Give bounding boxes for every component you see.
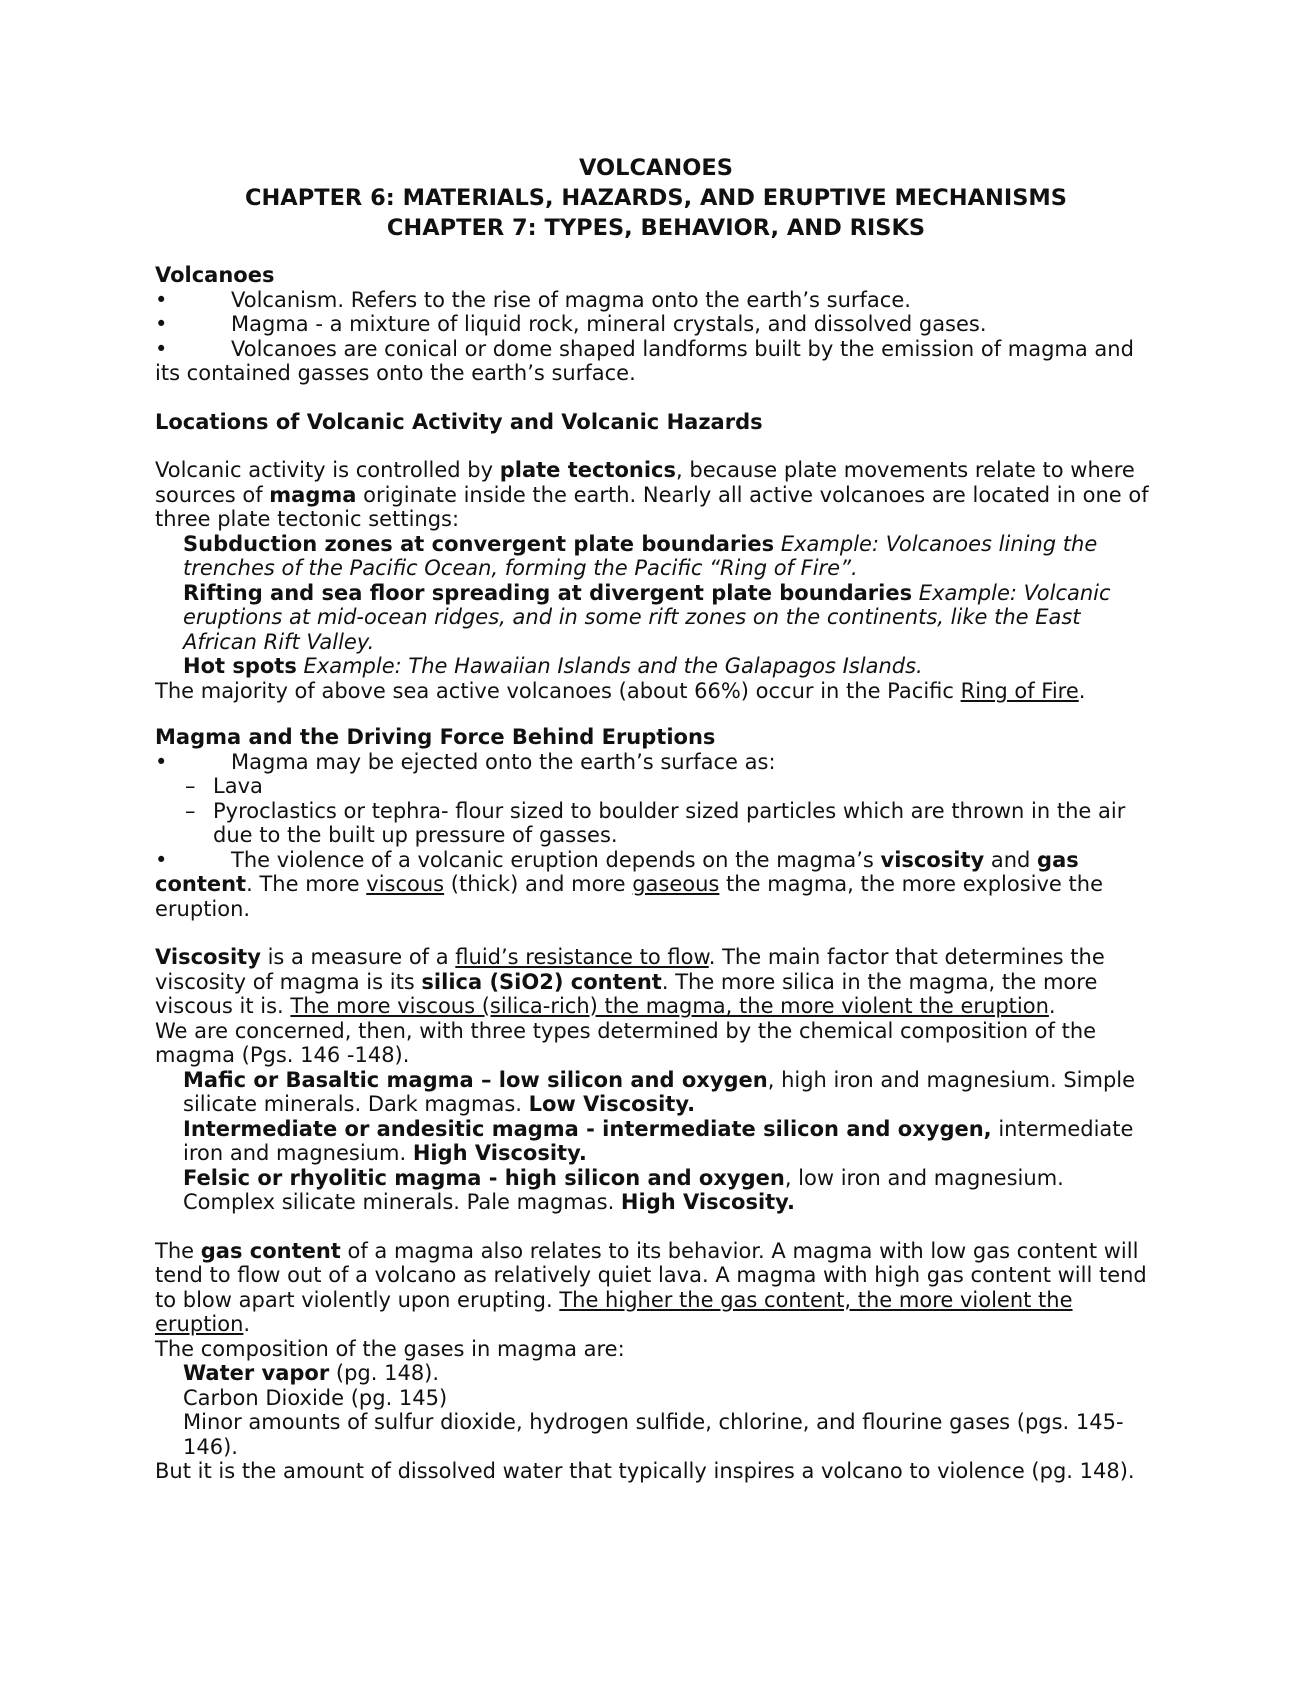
magma-type-felsic: Felsic or rhyolitic magma - high silicon and oxygen, low iron and magnesium. Complex silicate minerals. Pale magmas. High Viscosity. (183, 1165, 1064, 1214)
bullet-icon: • (155, 312, 168, 336)
magma-type-mafic: Mafic or Basaltic magma – low silicon and oxygen, high iron and magnesium. Simple silicate minerals. Dark magmas. Low Viscosity. (183, 1067, 1136, 1116)
section-heading-volcanoes: Volcanoes (155, 263, 275, 287)
plate-tectonics-paragraph: Volcanic activity is controlled by plate tectonics, because plate movements relate to where sources of magma originate inside the earth. Nearly all active volcanoes are located in one of three plate tectonic settings: (155, 458, 1149, 531)
bullet-magma: • Magma - a mixture of liquid rock, mineral crystals, and dissolved gases. (155, 312, 987, 336)
document-page (155, 153, 1157, 1484)
bullet-magma-ejected: • Magma may be ejected onto the earth’s surface as: (155, 749, 776, 774)
setting-rifting: Rifting and sea floor spreading at divergent plate boundaries Example: Volcanic eruptions at mid-ocean ridges, and in some rift zones on the continents, like the East African Rift Valley. (183, 580, 1111, 654)
chapter-6-title: CHAPTER 6: MATERIALS, HAZARDS, AND ERUPTIVE MECHANISMS (244, 185, 1068, 211)
section-heading-magma-driving-force: Magma and the Driving Force Behind Eruptions (155, 725, 716, 749)
magma-type-intermediate: Intermediate or andesitic magma - intermediate silicon and oxygen, intermediate iron and magnesium. High Viscosity. (183, 1116, 1134, 1165)
dash-item-pyroclastics: – Pyroclastics or tephra- flour sized to boulder sized particles which are thrown in the air due to the built up pressure of gasses. (185, 798, 1126, 847)
setting-hot-spots: Hot spots Example: The Hawaiian Islands and the Galapagos Islands. (183, 654, 923, 678)
dash-item-lava: – Lava (185, 774, 263, 798)
bullet-icon: • (155, 336, 168, 361)
bullet-volcanoes-landforms: • Volcanoes are conical or dome shaped landforms built by the emission of magma and its contained gasses onto the earth’s surface. (155, 336, 1134, 385)
chapter-7-title: CHAPTER 7: TYPES, BEHAVIOR, AND RISKS (386, 215, 926, 241)
viscosity-paragraph: Viscosity is a measure of a fluid’s resistance to flow. The main factor that determines the viscosity of magma is its silica (SiO2) content. The more silica in the magma, the more viscous it is. The more viscous (silica-rich) the magma, the more violent the eruption. (155, 945, 1105, 1018)
closing-sentence: But it is the amount of dissolved water that typically inspires a volcano to violence (pg. 148). (155, 1459, 1135, 1483)
magma-types-intro: We are concerned, then, with three types determined by the chemical composition of the magma (Pgs. 146 -148). (155, 1018, 1097, 1067)
bullet-violence: • The violence of a volcanic eruption depends on the magma’s viscosity and gas content. The more viscous (thick) and more gaseous the magma, the more explosive the eruption. (155, 847, 1103, 921)
dash-icon: – (185, 774, 196, 798)
gas-content-paragraph: The gas content of a magma also relates to its behavior. A magma with low gas content will tend to flow out of a volcano as relatively quiet lava. A magma with high gas content will tend to blow apart violently upon erupting. The higher the gas content, the more violent the eruption. (155, 1238, 1147, 1336)
title-block (155, 153, 1157, 243)
ring-of-fire-sentence: The majority of above sea active volcanoes (about 66%) occur in the Pacific Ring of Fire. (155, 678, 1086, 703)
bullet-icon: • (155, 847, 168, 872)
bullet-icon: • (155, 749, 168, 774)
gas-water-vapor: Water vapor (pg. 148). (183, 1361, 440, 1385)
bullet-volcanism: • Volcanism. Refers to the rise of magma onto the earth’s surface. (155, 287, 911, 312)
bullet-icon: • (155, 287, 168, 312)
section-heading-locations: Locations of Volcanic Activity and Volcanic Hazards (155, 409, 763, 434)
gas-composition-intro: The composition of the gases in magma are: (155, 1336, 625, 1361)
gas-carbon-dioxide: Carbon Dioxide (pg. 145) (183, 1385, 448, 1410)
document-title: VOLCANOES (579, 155, 733, 181)
gas-minor-amounts: Minor amounts of sulfur dioxide, hydrogen sulfide, chlorine, and flourine gases (pgs. 145-146). (183, 1410, 1124, 1459)
setting-subduction: Subduction zones at convergent plate boundaries Example: Volcanoes lining the trenches of the Pacific Ocean, forming the Pacific “Ring of Fire”. (183, 531, 1098, 580)
dash-icon: – (185, 798, 196, 823)
